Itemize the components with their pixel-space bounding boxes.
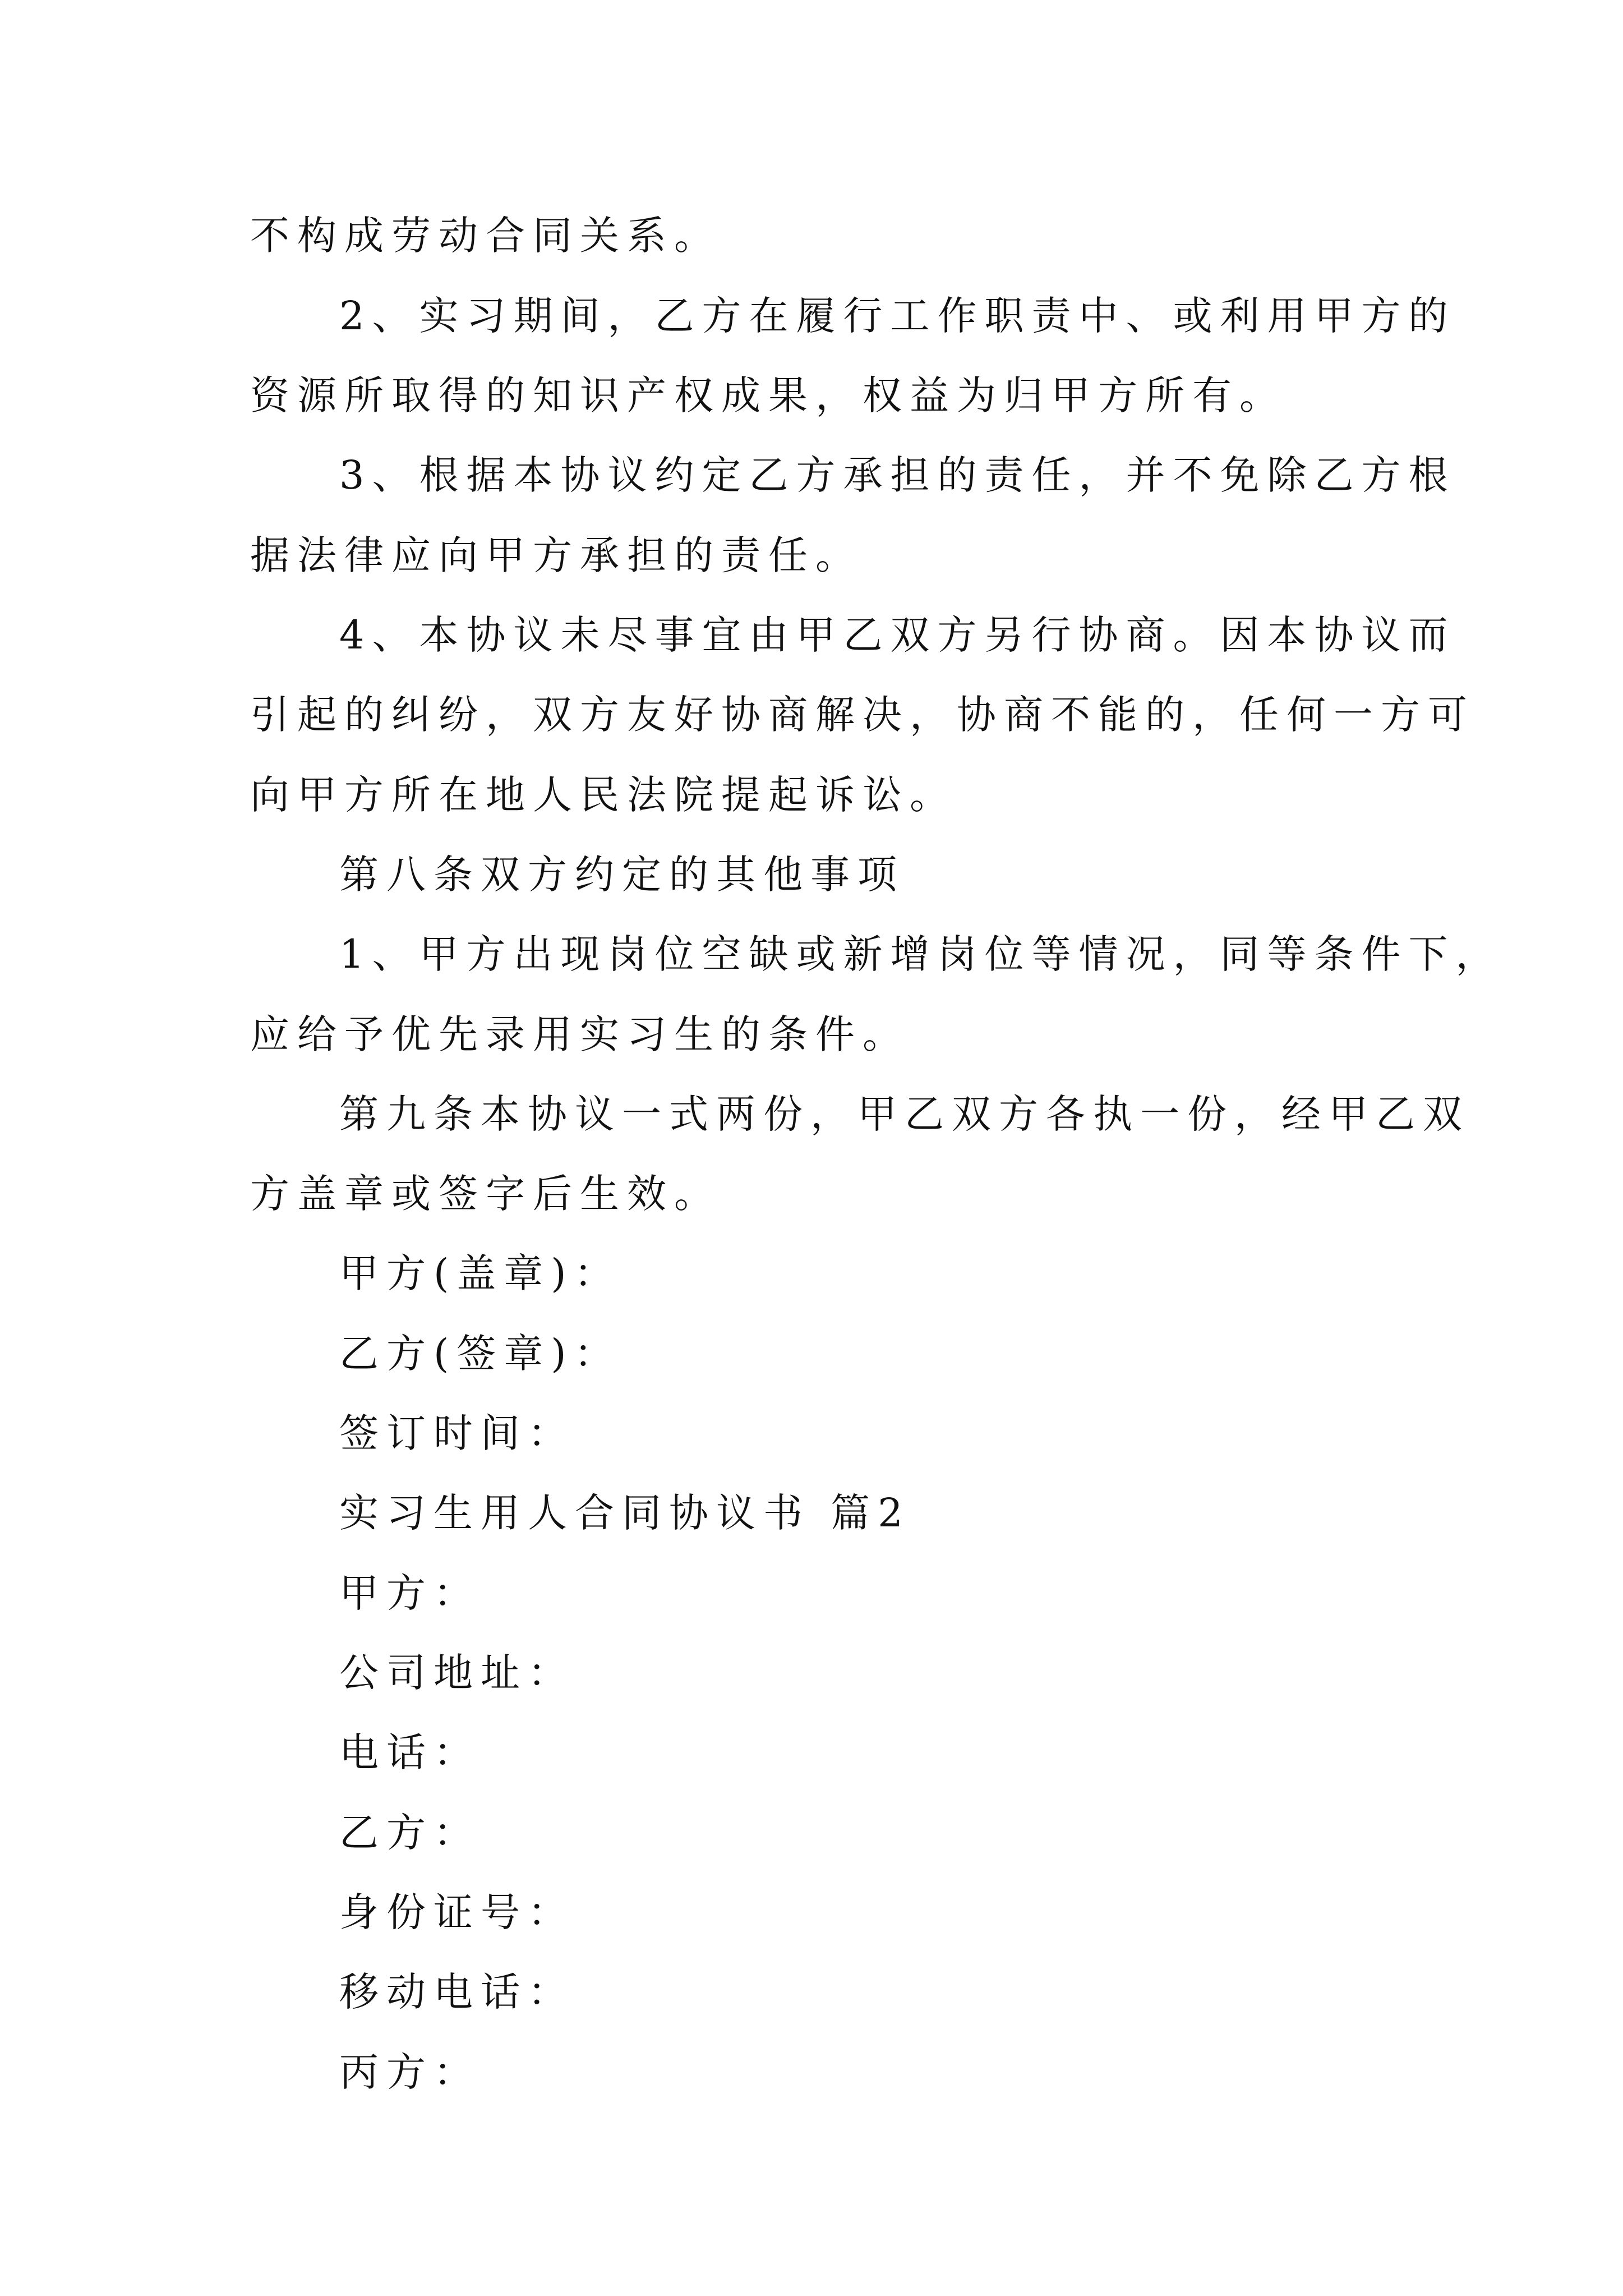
paragraph-line: 向甲方所在地人民法院提起诉讼。 — [250, 772, 957, 818]
paragraph-line: 不构成劳动合同关系。 — [250, 213, 721, 259]
paragraph-line: 1、甲方出现岗位空缺或新增岗位等情况，同等条件下， — [339, 931, 1503, 977]
paragraph-line: 4、本协议未尽事宜由甲乙双方另行协商。因本协议而 — [339, 612, 1456, 658]
paragraph-line: 方盖章或签字后生效。 — [250, 1171, 721, 1217]
paragraph-line: 应给予优先录用实习生的条件。 — [250, 1011, 910, 1057]
paragraph-line: 引起的纠纷，双方友好协商解决，协商不能的，任何一方可 — [250, 692, 1475, 738]
paragraph-line: 第九条本协议一式两份，甲乙双方各执一份，经甲乙双 — [339, 1091, 1470, 1137]
field-label: 移动电话： — [339, 1969, 575, 2015]
section-title: 实习生用人合同协议书 篇2 — [339, 1490, 911, 1536]
signature-field-party-b: 乙方(签章)： — [339, 1331, 621, 1377]
paragraph-line: 3、根据本协议约定乙方承担的责任，并不免除乙方根 — [339, 452, 1456, 498]
section-heading: 第八条双方约定的其他事项 — [339, 852, 905, 898]
field-label: 身份证号： — [339, 1889, 575, 1935]
field-label: 电话： — [339, 1729, 481, 1775]
field-label: 公司地址： — [339, 1650, 575, 1696]
paragraph-line: 据法律应向甲方承担的责任。 — [250, 532, 863, 578]
paragraph-line: 资源所取得的知识产权成果，权益为归甲方所有。 — [250, 372, 1287, 418]
signature-field-party-a: 甲方(盖章)： — [339, 1250, 621, 1296]
signing-date-field: 签订时间： — [339, 1410, 575, 1456]
field-label: 丙方： — [339, 2049, 481, 2095]
paragraph-line: 2、实习期间，乙方在履行工作职责中、或利用甲方的 — [339, 293, 1456, 339]
field-label: 乙方： — [339, 1810, 481, 1856]
field-label: 甲方： — [339, 1570, 481, 1616]
